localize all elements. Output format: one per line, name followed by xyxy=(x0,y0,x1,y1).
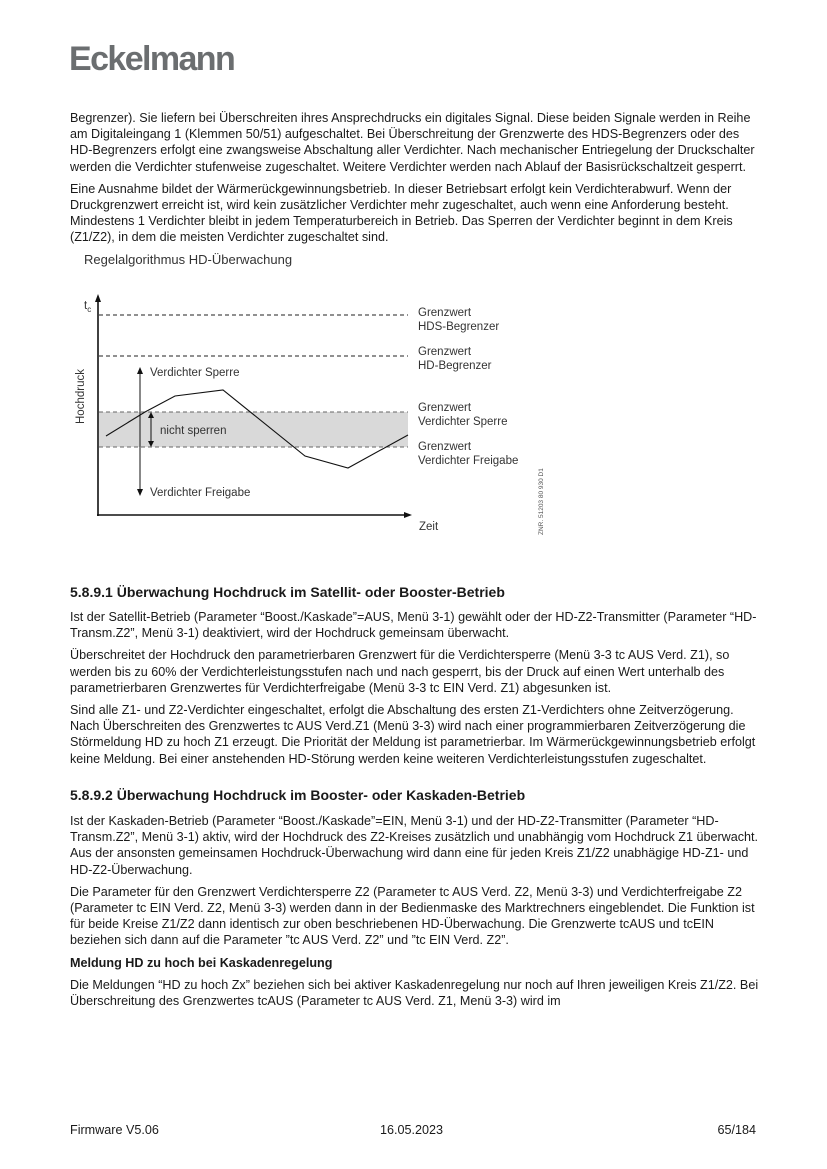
section1-paragraph-1: Ist der Satellit-Betrieb (Parameter “Boost./Kaskade”=AUS, Menü 3-1) gewählt oder der HD-Z2-Transmitter (Parameter “HD-Transm.Z2”, Menü 3-1) deaktiviert, wird der Hochdruck gemeinsam überwacht. xyxy=(70,610,757,641)
section2-sub-paragraph: Die Meldungen “HD zu hoch Zx” beziehen sich bei aktiver Kaskadenregelung nur noch auf Ihren jeweiligen Kreis Z1/Z2. Bei Überschreitung des Grenzwertes tcAUS (Parameter tc AUS Verd. Z1, Menü 3-3) wird im xyxy=(70,977,759,1009)
intro-paragraph-1: Begrenzer). Sie liefern bei Überschreiten ihres Ansprechdrucks ein digitales Signal. Diese beiden Signale werden in Reihe am Digitaleingang 1 (Klemmen 50/51) aufgeschaltet. Bei Überschreitung der Grenzwerte des HDS-Begrenzers oder des HD-Begrenzers erfolgt eine zwangsweise Abschaltung aller Verdichter. Nach mechanischer Entriegelung der Druckschalter werden die Verdichter stufenweise zugeschaltet. Weitere Verdichter werden nach Ablauf der Basisrückschaltzeit gesperrt. xyxy=(70,111,755,174)
document-body xyxy=(70,110,760,1015)
x-axis-label: Zeit xyxy=(419,520,439,533)
section-heading-5-8-9-2: 5.8.9.2 Überwachung Hochdruck im Booster- oder Kaskaden-Betrieb xyxy=(70,786,526,803)
region-label-band: nicht sperren xyxy=(160,424,227,437)
hd-monitoring-diagram xyxy=(70,268,760,568)
subheading-meldung-hd: Meldung HD zu hoch bei Kaskadenregelung xyxy=(70,955,333,970)
threshold-label-freigabe: Grenzwert Verdichter Freigabe xyxy=(418,440,519,467)
section2-paragraph-2: Die Parameter für den Grenzwert Verdichtersperre Z2 (Parameter tc AUS Verd. Z2, Menü 3-3) und Verdichterfreigabe Z2 (Parameter tc EIN Verd. Z2, Menü 3-3) werden dann in der Bedienmaske des Marktrechners eingeblendet. Die Funktion ist für beide Kreise Z1/Z2 dann identisch zur oben beschriebenen HD-Überwachung. Die Grenzwerte tcAUS und tcEIN beziehen sich dann auf die Parameter ”tc AUS Verd. Z2” und ”tc EIN Verd. Z2”. xyxy=(70,884,755,948)
x-axis-arrow-icon xyxy=(404,512,412,518)
figure-caption: Regelalgorithmus HD-Überwachung xyxy=(84,251,293,267)
footer-date: 16.05.2023 xyxy=(380,1123,444,1137)
y-axis-arrow-icon xyxy=(95,294,101,302)
y-axis-label: Hochdruck xyxy=(75,368,87,424)
section2-paragraph-1: Ist der Kaskaden-Betrieb (Parameter “Boost./Kaskade”=EIN, Menü 3-1) und der HD-Z2-Transmitter (Parameter “HD-Transm.Z2”, Menü 3-1) aktiv, wird der Hochdruck des Z2-Kreises zusätzlich und unabhängig vom Hochdruck Z1 überwacht. Aus der ansonsten gemeinsamen Hochdruck-Überwachung wird dann eine für jeden Kreis Z1/Z2 unabhägige HD-Z1- und HD-Z2-Überwachung. xyxy=(70,814,759,877)
y-axis-symbol: $t_c$ xyxy=(84,299,92,314)
figure-id: ZNR. 51203 80 930 D1 xyxy=(538,467,545,535)
threshold-label-hds: Grenzwert HDS-Begrenzer xyxy=(418,306,500,333)
eckelmann-logo: Eckelmann xyxy=(69,40,235,78)
region-label-freigabe: Verdichter Freigabe xyxy=(150,486,251,499)
intro-paragraph-2: Eine Ausnahme bildet der Wärmerückgewinnungsbetrieb. In dieser Betriebsart erfolgt kein Verdichterabwurf. Wenn der Druckgrenzwert erreicht ist, wird kein zusätzlicher Verdichter mehr zugeschaltet, auch wenn eine Anforderung besteht. Mindestens 1 Verdichter bleibt in jedem Temperaturbereich in Betrieb. Das Sperren der Verdichter beginnt in dem Kreis (Z1/Z2), in dem die meisten Verdichter zugeschaltet sind. xyxy=(70,181,733,245)
diagram-svg xyxy=(0,0,827,578)
threshold-label-sperre: Grenzwert Verdichter Sperre xyxy=(418,401,508,428)
arrow-down-icon xyxy=(137,489,143,496)
arrow-up-icon xyxy=(137,367,143,374)
section1-paragraph-3: Sind alle Z1- und Z2-Verdichter eingeschaltet, erfolgt die Abschaltung des ersten Z1-Verdichters ohne Zeitverzögerung. Nach Überschreiten des Grenzwertes tc AUS Verd.Z1 (Menü 3-3) wird nach einer programmierbaren Zeitverzögerung die Störmeldung HD zu hoch Z1 erzeugt. Die Priorität der Meldung ist parametrierbar. Im Wärmerückgewinnungsbetrieb erfolgt keine Meldung. Bei einer anstehenden HD-Störung werden keine weiteren Verdichterleistungsstufen zugeschaltet. xyxy=(70,703,756,766)
section1-paragraph-2: Überschreitet der Hochdruck den parametrierbaren Grenzwert für die Verdichtersperre (Menü 3-3 tc AUS Verd. Z1), so werden bis zu 60% der Verdichterleistungsstufen nach und nach gesperrt, bis der Druck auf einen Wert unterhalb des parametrierbaren Grenzwertes für Verdichterfreigabe (Menü 3-3 tc EIN Verd. Z1) abgesunken ist. xyxy=(70,648,730,695)
footer-firmware: Firmware V5.06 xyxy=(70,1123,159,1137)
section-heading-5-8-9-1: 5.8.9.1 Überwachung Hochdruck im Satellit- oder Booster-Betrieb xyxy=(70,583,505,600)
nicht-sperren-band xyxy=(99,412,408,447)
region-label-sperre: Verdichter Sperre xyxy=(150,366,240,379)
threshold-label-hd: Grenzwert HD-Begrenzer xyxy=(418,345,492,372)
footer-page-number: 65/184 xyxy=(717,1123,756,1137)
